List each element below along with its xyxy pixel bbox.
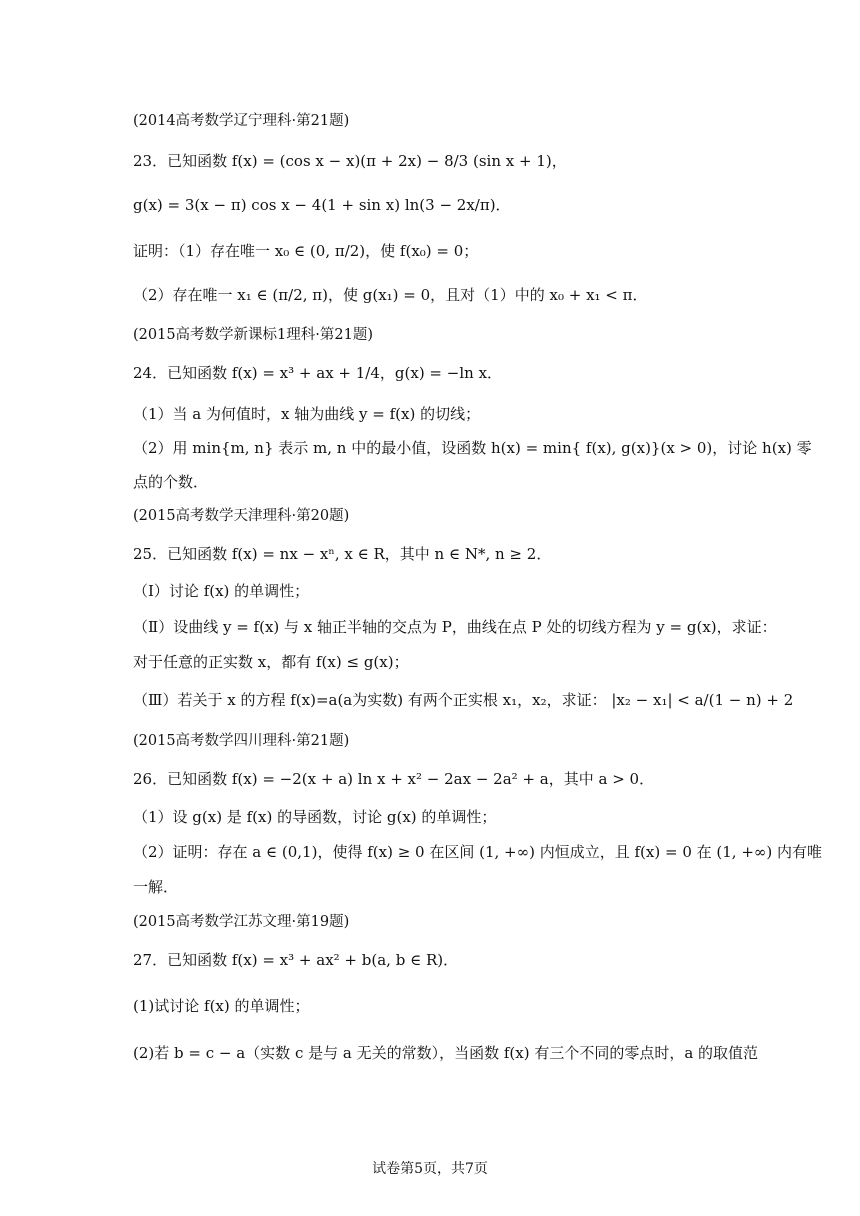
- problem-26-part-2: （2）证明：存在 a ∈ (0,1)，使得 f(x) ≥ 0 在区间 (1, +∞) 内恒成立，且 f(x) = 0 在 (1, +∞) 内有唯: [133, 843, 823, 861]
- problem-24-statement: 24．已知函数 f(x) = x³ + ax + 1/4，g(x) = −ln x．: [133, 364, 503, 382]
- problem-27-part-2: (2)若 b = c − a（实数 c 是与 a 无关的常数），当函数 f(x) 有三个不同的零点时，a 的取值范: [133, 1044, 759, 1062]
- source-citation: (2014高考数学辽宁理科·第21题): [133, 113, 350, 129]
- source-citation: (2015高考数学四川理科·第21题): [133, 733, 350, 749]
- problem-23-part-1: 证明：（1）存在唯一 x₀ ∈ (0, π/2)，使 f(x₀) = 0；: [133, 242, 479, 260]
- problem-23-part-2: （2）存在唯一 x₁ ∈ (π/2, π)，使 g(x₁) = 0，且对（1）中的 x₀ + x₁ < π．: [133, 286, 648, 304]
- problem-25-part-2: （Ⅱ）设曲线 y = f(x) 与 x 轴正半轴的交点为 P，曲线在点 P 处的切线方程为 y = g(x)，求证：: [133, 618, 777, 636]
- source-citation: (2015高考数学天津理科·第20题): [133, 508, 350, 524]
- problem-24-part-2: （2）用 min{m, n} 表示 m, n 中的最小值，设函数 h(x) = min{ f(x), g(x)}(x > 0)，讨论 h(x) 零: [133, 439, 812, 457]
- problem-25-statement: 25．已知函数 f(x) = nx − xⁿ, x ∈ R，其中 n ∈ N*, n ≥ 2．: [133, 545, 552, 563]
- problem-23-statement: 23．已知函数 f(x) = (cos x − x)(π + 2x) − 8/3 (sin x + 1)，: [133, 152, 567, 170]
- problem-25-part-3: （Ⅲ）若关于 x 的方程 f(x)=a(a为实数) 有两个正实根 x₁，x₂，求证： |x₂ − x₁| < a/(1 − n) + 2: [133, 691, 794, 709]
- problem-25-part-1: （Ⅰ）讨论 f(x) 的单调性；: [133, 582, 310, 600]
- problem-24-part-2-cont: 点的个数．: [133, 473, 209, 491]
- problem-27-part-1: (1)试讨论 f(x) 的单调性；: [133, 997, 310, 1015]
- problem-26-statement: 26．已知函数 f(x) = −2(x + a) ln x + x² − 2ax − 2a² + a，其中 a > 0．: [133, 770, 655, 788]
- problem-23-g-definition: g(x) = 3(x − π) cos x − 4(1 + sin x) ln(3 − 2x/π)．: [133, 196, 511, 214]
- source-citation: (2015高考数学江苏文理·第19题): [133, 914, 350, 930]
- problem-24-part-1: （1）当 a 为何值时，x 轴为曲线 y = f(x) 的切线；: [133, 405, 481, 423]
- problem-27-statement: 27．已知函数 f(x) = x³ + ax² + b(a, b ∈ R)．: [133, 951, 459, 969]
- problem-25-part-2-cont: 对于任意的正实数 x，都有 f(x) ≤ g(x)；: [133, 653, 409, 671]
- problem-26-part-2-cont: 一解．: [133, 878, 179, 896]
- problem-26-part-1: （1）设 g(x) 是 f(x) 的导函数，讨论 g(x) 的单调性；: [133, 808, 497, 826]
- page-footer: 试卷第5页，共7页: [372, 1161, 488, 1177]
- source-citation: (2015高考数学新课标1理科·第21题): [133, 327, 373, 343]
